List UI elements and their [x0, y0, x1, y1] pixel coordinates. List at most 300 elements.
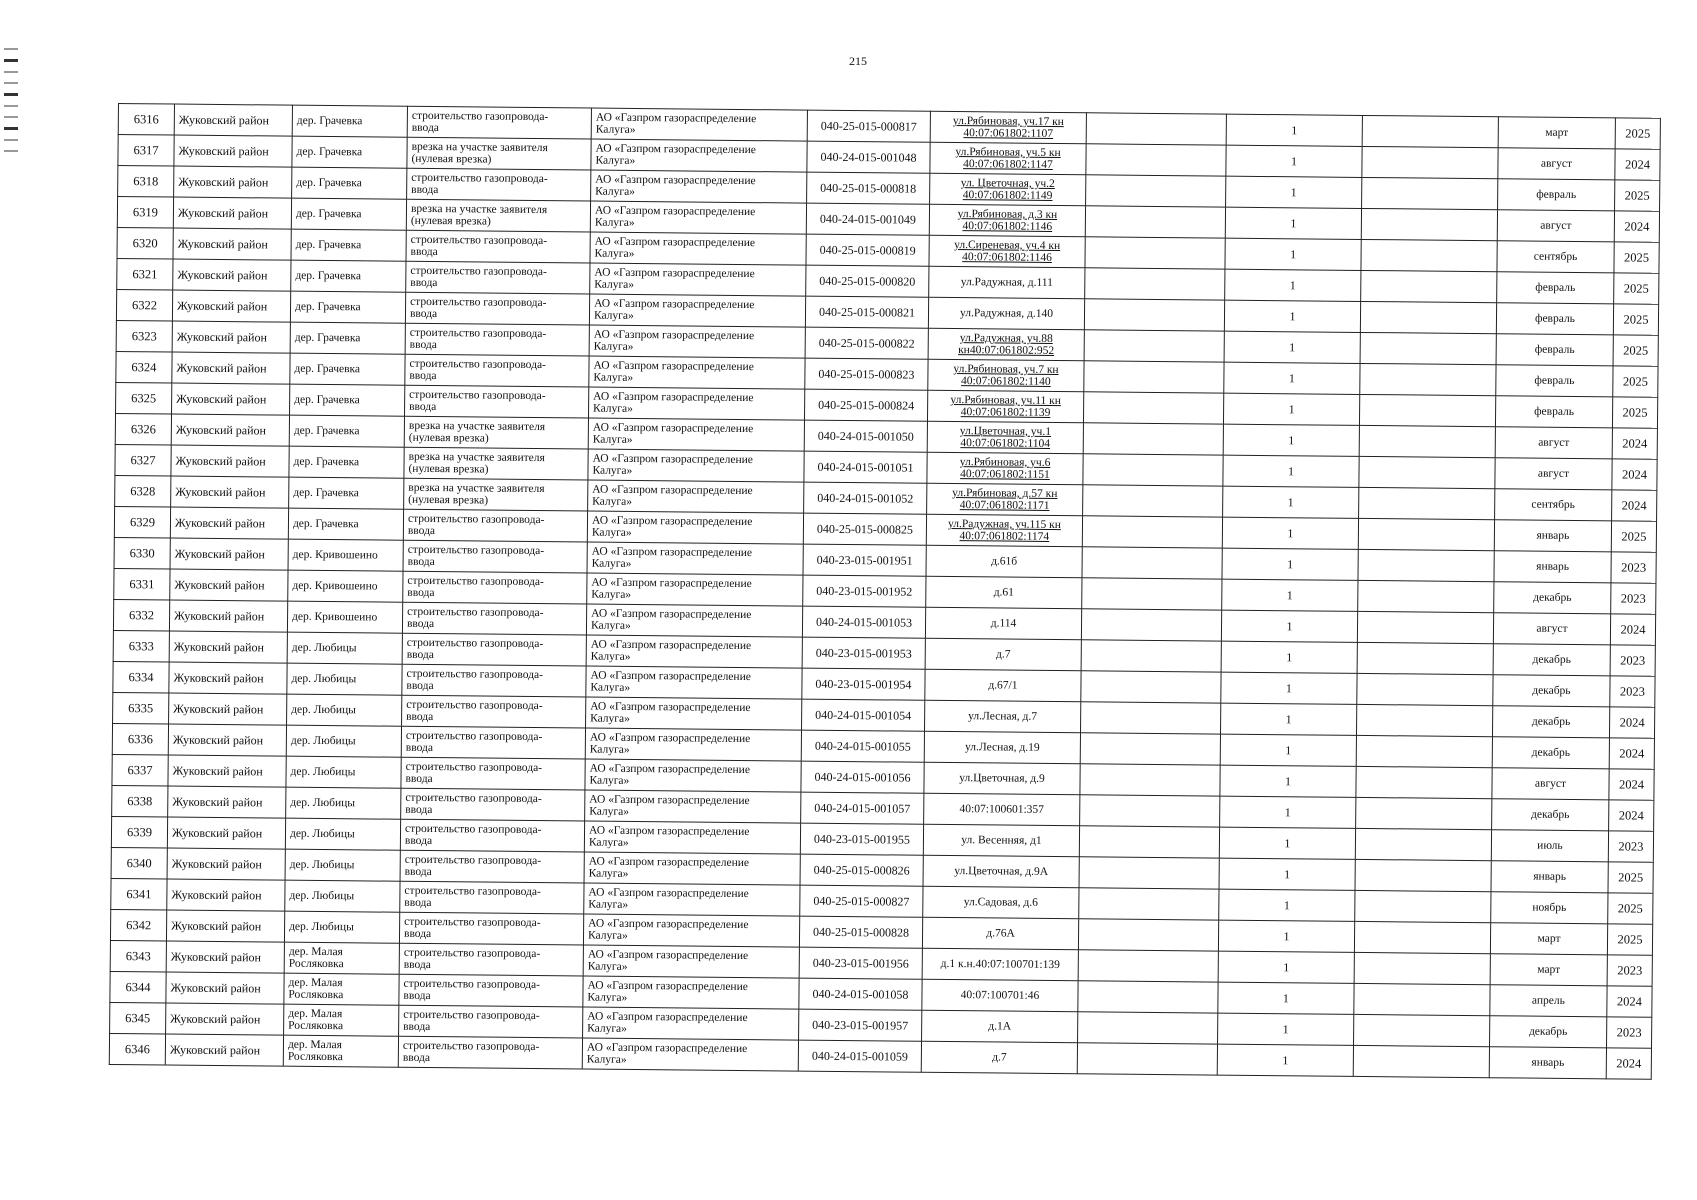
- empty-cell: [1086, 175, 1226, 207]
- application-code-cell: [804, 420, 927, 452]
- quantity: 1: [1282, 1022, 1289, 1037]
- district-name: Жуковский район: [173, 639, 265, 655]
- organization-cell: [586, 666, 802, 699]
- settlement-line: дер. Малая: [288, 945, 343, 959]
- empty-cell: [1080, 733, 1220, 765]
- quantity: 1: [1290, 247, 1297, 262]
- empty-cell: [1080, 764, 1220, 796]
- year: 2025: [1617, 901, 1643, 916]
- work-type-line: строительство газопровода-: [403, 1008, 540, 1023]
- application-code-cell: [805, 296, 928, 328]
- empty-cell: [1086, 144, 1226, 176]
- district-cell: [174, 166, 292, 198]
- row-number-cell: [113, 630, 169, 662]
- district-cell: [173, 197, 291, 229]
- settlement-line: дер. Грачевка: [294, 300, 361, 314]
- year: 2023: [1618, 839, 1644, 854]
- quantity-cell: [1225, 238, 1361, 270]
- organization-cell: [582, 1038, 798, 1071]
- address-cell: [928, 328, 1084, 360]
- organization-cell: [588, 418, 804, 451]
- quantity: 1: [1286, 588, 1293, 603]
- empty-cell: [1360, 332, 1496, 364]
- work-type-cell: [401, 757, 585, 790]
- application-code-cell: [799, 978, 922, 1010]
- settlement-line: дер. Грачевка: [295, 269, 362, 283]
- work-type-line: строительство газопровода-: [409, 388, 546, 403]
- district-cell: [167, 879, 285, 911]
- settlement-cell: [285, 818, 400, 850]
- quantity-cell: [1220, 796, 1356, 828]
- address-cell: [927, 390, 1083, 422]
- work-type-cell: [407, 106, 591, 139]
- work-type-line: ввода: [404, 896, 432, 910]
- month-cell: [1495, 427, 1612, 459]
- year-cell: [1615, 180, 1660, 211]
- organization-line: Калуга»: [586, 1053, 627, 1066]
- settlement-cell: [288, 508, 403, 540]
- address-cell: [922, 948, 1078, 980]
- work-type-line: строительство газопровода-: [403, 977, 541, 992]
- work-type-line: (нулевая врезка): [410, 214, 491, 228]
- year: 2024: [1620, 622, 1646, 637]
- row-number-cell: [116, 351, 172, 383]
- year-cell: [1612, 459, 1657, 490]
- row-number-cell: [115, 444, 171, 476]
- application-code: 040-23-015-001957: [812, 1017, 909, 1033]
- empty-cell: [1359, 456, 1495, 488]
- application-code-cell: [801, 761, 924, 793]
- settlement-cell: [284, 1004, 399, 1036]
- row-number: 6344: [125, 980, 151, 995]
- quantity: 1: [1284, 867, 1291, 882]
- quantity: 1: [1286, 650, 1293, 665]
- year-cell: [1609, 800, 1654, 831]
- address-line: 40:07:061802:1149: [962, 189, 1053, 202]
- row-number-cell: [110, 971, 166, 1003]
- quantity-cell: [1217, 1044, 1353, 1076]
- month-cell: [1498, 117, 1615, 149]
- district-name: Жуковский район: [175, 484, 266, 500]
- organization-cell: [591, 108, 807, 141]
- organization-line: АО «Газпром газораспределение: [593, 390, 754, 405]
- address-line: д.1А: [988, 1020, 1012, 1033]
- work-type-cell: [401, 726, 585, 759]
- quantity-cell: [1218, 920, 1354, 952]
- district-name: Жуковский район: [174, 515, 266, 531]
- row-number: 6337: [127, 763, 153, 778]
- work-type-line: строительство газопровода-: [404, 853, 542, 868]
- address-line: ул.Рябиновая, уч.17 кн: [952, 115, 1064, 129]
- row-number-cell: [113, 599, 169, 631]
- year-cell: [1608, 893, 1653, 924]
- work-type-line: строительство газопровода-: [407, 605, 544, 620]
- application-code: 040-24-015-001052: [817, 490, 914, 506]
- work-type-line: ввода: [409, 338, 437, 352]
- organization-line: АО «Газпром газораспределение: [587, 948, 749, 963]
- month-cell: [1492, 737, 1609, 769]
- month: январь: [1536, 560, 1570, 573]
- district-cell: [172, 352, 290, 384]
- address-cell: [922, 1010, 1078, 1042]
- empty-cell: [1360, 301, 1496, 333]
- row-number-cell: [117, 227, 173, 259]
- year-cell: [1612, 428, 1657, 459]
- address-cell: [927, 421, 1083, 453]
- work-type-cell: [407, 168, 591, 201]
- work-type-line: ввода: [407, 586, 435, 600]
- row-number-cell: [113, 661, 169, 693]
- year: 2025: [1623, 312, 1649, 327]
- application-code-cell: [802, 637, 925, 669]
- row-number-cell: [110, 940, 166, 972]
- year-cell: [1613, 335, 1658, 366]
- month: декабрь: [1532, 653, 1571, 666]
- application-code: 040-23-015-001952: [816, 583, 913, 599]
- year: 2024: [1616, 994, 1643, 1009]
- application-code-cell: [807, 172, 930, 204]
- organization-line: Калуга»: [594, 216, 635, 229]
- row-number-cell: [110, 909, 166, 941]
- application-code: 040-25-015-000826: [813, 862, 910, 878]
- quantity-cell: [1218, 951, 1354, 983]
- year: 2023: [1619, 684, 1645, 699]
- organization-cell: [585, 790, 801, 823]
- work-type-line: строительство газопровода-: [410, 233, 548, 248]
- application-code: 040-23-015-001954: [815, 676, 912, 692]
- organization-line: Калуга»: [593, 340, 634, 353]
- address-cell: [923, 824, 1079, 856]
- settlement-line: дер. Любицы: [289, 889, 355, 903]
- settlement-cell: [290, 291, 405, 323]
- organization-line: Калуга»: [590, 712, 630, 725]
- organization-line: Калуга»: [592, 464, 633, 477]
- settlement-cell: [288, 539, 403, 571]
- row-number: 6333: [128, 639, 154, 654]
- district-name: Жуковский район: [170, 949, 262, 965]
- row-number: 6340: [126, 856, 152, 871]
- application-code: 040-24-015-001049: [819, 211, 916, 227]
- organization-line: АО «Газпром газораспределение: [590, 669, 751, 684]
- organization-line: АО «Газпром газораспределение: [591, 545, 753, 560]
- district-name: Жуковский район: [176, 360, 267, 376]
- year-cell: [1608, 831, 1653, 862]
- address-line: 40:07:061802:1140: [960, 375, 1051, 388]
- settlement-cell: [291, 198, 406, 230]
- work-type-cell: [405, 323, 589, 356]
- quantity-cell: [1222, 548, 1358, 580]
- application-code: 040-24-015-001058: [812, 986, 909, 1002]
- quantity-cell: [1219, 889, 1355, 921]
- month-cell: [1492, 768, 1609, 800]
- work-type-line: строительство газопровода-: [411, 171, 548, 186]
- year-cell: [1606, 1048, 1651, 1079]
- quantity: 1: [1289, 309, 1296, 324]
- application-code-cell: [800, 854, 923, 886]
- row-number-cell: [118, 104, 174, 136]
- empty-cell: [1355, 890, 1491, 922]
- empty-cell: [1082, 578, 1222, 610]
- work-type-line: строительство газопровода-: [404, 884, 541, 899]
- row-number-cell: [112, 785, 168, 817]
- quantity-cell: [1221, 641, 1357, 673]
- work-type-cell: [402, 695, 586, 728]
- application-code: 040-23-015-001955: [813, 831, 911, 847]
- year: 2023: [1616, 1025, 1642, 1040]
- year-cell: [1615, 118, 1660, 149]
- work-type-line: (нулевая врезка): [408, 462, 489, 476]
- organization-line: АО «Газпром газораспределение: [591, 576, 752, 591]
- application-code: 040-23-015-001956: [812, 955, 909, 971]
- year: 2024: [1624, 219, 1650, 234]
- work-type-cell: [402, 664, 586, 697]
- row-number: 6329: [129, 515, 156, 530]
- organization-line: Калуга»: [592, 495, 633, 508]
- empty-cell: [1079, 888, 1219, 920]
- organization-cell: [583, 914, 799, 947]
- empty-cell: [1078, 919, 1218, 951]
- address-line: кн40:07:061802:952: [958, 344, 1055, 357]
- organization-line: Калуга»: [592, 433, 633, 446]
- row-number-cell: [114, 568, 170, 600]
- year-cell: [1609, 769, 1654, 800]
- organization-line: Калуга»: [588, 867, 629, 880]
- quantity-cell: [1222, 517, 1358, 549]
- organization-line: Калуга»: [593, 402, 633, 415]
- district-cell: [173, 259, 291, 291]
- quantity: 1: [1290, 216, 1297, 231]
- organization-cell: [584, 852, 800, 885]
- month-cell: [1491, 892, 1608, 924]
- year: 2024: [1618, 777, 1645, 792]
- application-code: 040-25-015-000828: [813, 924, 910, 940]
- address-line: 40:07:061802:1174: [959, 530, 1050, 543]
- quantity-cell: [1222, 579, 1358, 611]
- organization-line: Калуга»: [591, 588, 632, 601]
- district-name: Жуковский район: [171, 856, 262, 872]
- district-cell: [169, 600, 287, 632]
- year: 2024: [1616, 1056, 1642, 1071]
- year-cell: [1610, 614, 1655, 645]
- year: 2023: [1617, 963, 1643, 978]
- application-code-cell: [807, 141, 930, 173]
- work-type-line: ввода: [402, 1051, 431, 1065]
- organization-line: АО «Газпром газораспределение: [594, 266, 755, 281]
- district-cell: [174, 104, 292, 136]
- empty-cell: [1353, 1045, 1489, 1077]
- work-type-cell: [404, 416, 588, 449]
- district-name: Жуковский район: [173, 701, 264, 717]
- month: март: [1537, 932, 1561, 945]
- organization-line: АО «Газпром газораспределение: [590, 638, 752, 653]
- month-cell: [1492, 706, 1609, 738]
- address-cell: [925, 700, 1081, 732]
- address-cell: [928, 359, 1084, 391]
- address-cell: [923, 855, 1079, 887]
- address-line: ул.Радужная, д.140: [959, 307, 1054, 320]
- month: март: [1545, 126, 1569, 139]
- district-cell: [174, 135, 292, 167]
- address-line: 40:07:100601:357: [959, 803, 1044, 816]
- year-cell: [1609, 738, 1654, 769]
- settlement-line: дер. Любицы: [291, 672, 357, 686]
- row-number: 6320: [132, 236, 158, 251]
- quantity: 1: [1289, 278, 1296, 293]
- work-type-line: ввода: [405, 741, 434, 755]
- month-cell: [1491, 830, 1608, 862]
- settlement-line: дер. Малая: [288, 976, 343, 990]
- row-number-cell: [111, 816, 167, 848]
- quantity: 1: [1282, 991, 1290, 1006]
- empty-cell: [1357, 611, 1493, 643]
- month-cell: [1493, 613, 1610, 645]
- organization-line: Калуга»: [590, 681, 631, 694]
- application-code-cell: [799, 947, 922, 979]
- district-name: Жуковский район: [169, 1042, 261, 1058]
- district-name: Жуковский район: [178, 143, 269, 159]
- organization-line: АО «Газпром газораспределение: [593, 359, 754, 374]
- application-code-cell: [801, 730, 924, 762]
- settlement-cell: [292, 167, 407, 199]
- row-number-cell: [111, 878, 167, 910]
- empty-cell: [1356, 797, 1492, 829]
- empty-cell: [1359, 394, 1495, 426]
- application-code: 040-24-015-001054: [815, 707, 912, 723]
- organization-cell: [591, 170, 807, 203]
- settlement-cell: [291, 260, 406, 292]
- address-line: 40:07:061802:1139: [960, 406, 1051, 419]
- row-number: 6331: [129, 577, 155, 592]
- organization-line: АО «Газпром газораспределение: [591, 607, 752, 622]
- application-code: 040-25-015-000818: [820, 180, 917, 196]
- organization-cell: [591, 139, 807, 172]
- district-cell: [168, 786, 286, 818]
- organization-line: Калуга»: [587, 1022, 627, 1035]
- district-cell: [170, 538, 288, 570]
- month-cell: [1497, 210, 1614, 242]
- empty-cell: [1083, 392, 1223, 424]
- year-cell: [1614, 211, 1659, 242]
- application-code-cell: [800, 885, 923, 917]
- empty-cell: [1355, 859, 1491, 891]
- work-type-line: строительство газопровода-: [406, 667, 543, 682]
- quantity: 1: [1289, 340, 1296, 355]
- organization-line: АО «Газпром газораспределение: [588, 855, 750, 870]
- organization-cell: [590, 232, 806, 265]
- year-cell: [1611, 583, 1656, 614]
- settlement-cell: [291, 229, 406, 261]
- settlement-line: дер. Грачевка: [294, 331, 361, 345]
- settlement-cell: [284, 911, 399, 943]
- month-cell: [1496, 334, 1613, 366]
- quantity-cell: [1224, 362, 1360, 394]
- work-type-line: строительство газопровода-: [407, 512, 545, 527]
- scan-edge-marks: [4, 48, 18, 268]
- organization-cell: [585, 759, 801, 792]
- address-line: д.61: [993, 586, 1015, 599]
- organization-line: АО «Газпром газораспределение: [586, 1041, 748, 1056]
- organization-cell: [584, 821, 800, 854]
- address-cell: [929, 235, 1085, 267]
- application-code-cell: [804, 482, 927, 514]
- work-type-line: ввода: [407, 524, 436, 538]
- quantity-cell: [1225, 207, 1361, 239]
- work-type-line: ввода: [410, 245, 438, 259]
- row-number-cell: [118, 135, 174, 167]
- settlement-cell: [290, 322, 405, 354]
- row-number-cell: [116, 382, 172, 414]
- quantity: 1: [1287, 495, 1294, 510]
- application-code: 040-24-015-001050: [817, 428, 914, 444]
- work-type-line: ввода: [410, 276, 438, 290]
- work-type-line: ввода: [403, 989, 431, 1003]
- settlement-line: Росляковка: [288, 957, 344, 971]
- settlement-line: дер. Любицы: [291, 641, 357, 655]
- row-number: 6325: [131, 391, 157, 406]
- address-line: 40:07:061802:1146: [962, 220, 1053, 233]
- empty-cell: [1082, 547, 1222, 579]
- quantity-cell: [1226, 176, 1362, 208]
- empty-cell: [1359, 425, 1495, 457]
- year-cell: [1612, 490, 1657, 521]
- page-number: 215: [849, 54, 867, 68]
- row-number-cell: [113, 692, 169, 724]
- address-cell: [929, 204, 1085, 236]
- quantity: 1: [1283, 929, 1290, 944]
- address-cell: [924, 731, 1080, 763]
- quantity: 1: [1284, 836, 1291, 851]
- application-code: 040-25-015-000823: [818, 366, 915, 382]
- organization-cell: [590, 201, 806, 234]
- month: сентябрь: [1533, 250, 1578, 264]
- address-line: ул. Цветочная, уч.2: [960, 177, 1055, 190]
- year: 2024: [1622, 436, 1648, 451]
- organization-line: АО «Газпром газораспределение: [589, 762, 751, 777]
- application-code: 040-25-015-000820: [819, 273, 916, 289]
- application-code: 040-25-015-000821: [818, 304, 916, 320]
- quantity-cell: [1223, 486, 1359, 518]
- work-type-line: ввода: [403, 1020, 431, 1034]
- organization-cell: [590, 263, 806, 296]
- year: 2025: [1617, 932, 1643, 947]
- empty-cell: [1356, 766, 1492, 798]
- application-code-cell: [806, 265, 929, 297]
- work-type-line: ввода: [409, 307, 438, 321]
- month-cell: [1497, 272, 1614, 304]
- quantity: 1: [1282, 1053, 1289, 1068]
- work-type-line: строительство газопровода-: [405, 729, 543, 744]
- year: 2023: [1620, 653, 1646, 668]
- address-line: 40:07:061802:1146: [962, 251, 1052, 264]
- empty-cell: [1079, 857, 1219, 889]
- address-cell: [924, 762, 1080, 794]
- settlement-cell: [285, 880, 400, 912]
- empty-cell: [1354, 952, 1490, 984]
- work-type-cell: [407, 137, 591, 170]
- quantity: 1: [1287, 526, 1294, 541]
- district-name: Жуковский район: [176, 329, 267, 345]
- address-cell: [923, 886, 1079, 918]
- settlement-cell: [287, 694, 402, 726]
- quantity-cell: [1218, 982, 1354, 1014]
- district-name: Жуковский район: [175, 453, 266, 469]
- month: февраль: [1536, 188, 1577, 202]
- work-type-line: строительство газопровода-: [402, 1039, 540, 1054]
- district-name: Жуковский район: [174, 577, 265, 593]
- quantity: 1: [1284, 774, 1292, 789]
- year-cell: [1609, 707, 1654, 738]
- address-line: ул.Рябиновая, д.3 кн: [957, 208, 1058, 222]
